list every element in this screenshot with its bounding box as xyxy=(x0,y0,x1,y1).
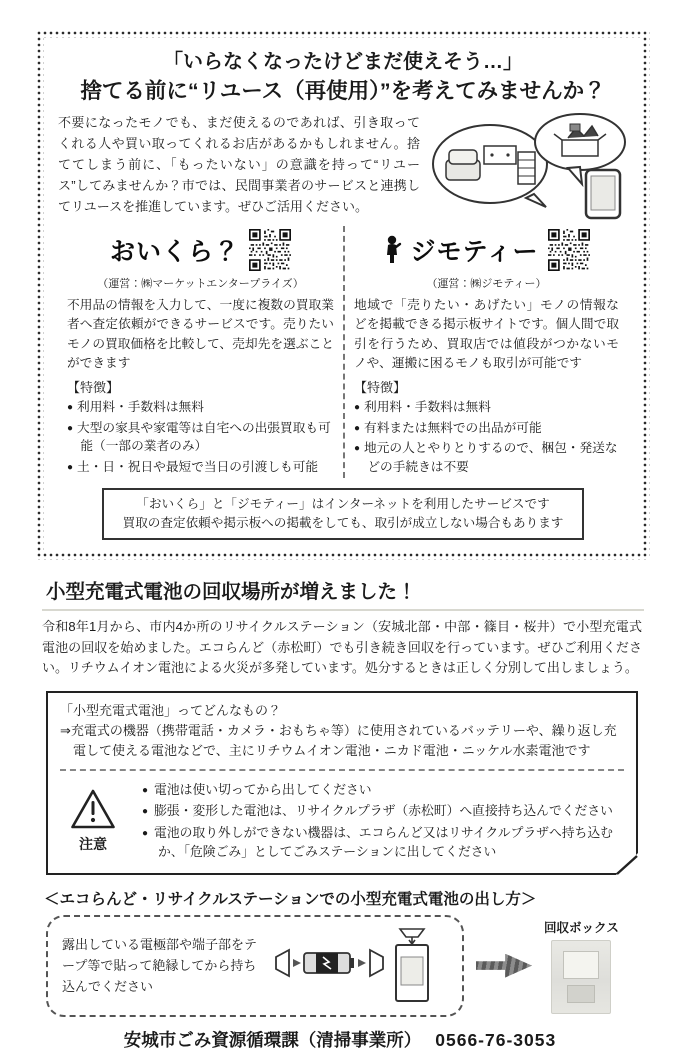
howto-row xyxy=(46,915,656,1017)
jimoty-features-label: 【特徴】 xyxy=(354,380,407,396)
disclaimer-line-1: 「おいくら」と「ジモティー」はインターネットを利用したサービスです xyxy=(136,497,550,512)
title-line-2: 捨てる前に“リユース（再使用）”を考えてみませんか？ xyxy=(80,79,606,103)
page-title xyxy=(58,48,628,106)
services-row xyxy=(58,226,628,478)
caution-item: ● 膨張・変形した電池は、リサイクルプラザ（赤松町）へ直接持ち込んでください xyxy=(142,801,624,820)
caution-list xyxy=(142,778,624,864)
jimoty-logo-row xyxy=(354,226,619,274)
oikura-description: 不用品の情報を入力して、一度に複数の買取業者へ査定依頼ができるサービスです。売りたいモノの買取価格を比較して、売却先を選ぶことができます xyxy=(67,298,334,370)
howto-instruction-box xyxy=(46,915,464,1017)
battery-section-heading: 小型充電式電池の回収場所が増えました！ xyxy=(42,574,644,611)
feature-item: ● 土・日・祝日や最短で当日の引渡しも可能 xyxy=(67,458,334,477)
feature-item: ● 大型の家具や家電等は自宅への出張買取も可能（一部の業者のみ） xyxy=(67,419,334,456)
folded-corner xyxy=(616,853,638,875)
service-oikura xyxy=(58,226,343,478)
reuse-illustration xyxy=(430,112,628,220)
disclaimer-line-2: 買取の査定依頼や掲示板への掲載をしても、取引が成立しない場合もあります xyxy=(122,516,564,531)
feature-item: ● 利用料・手数料は無料 xyxy=(354,398,619,417)
howto-heading: ＜エコらんど・リサイクルステーションでの小型充電式電池の出し方＞ xyxy=(44,890,537,908)
oikura-operator: （運営：㈱マーケットエンタープライズ） xyxy=(97,278,304,291)
reuse-section-frame xyxy=(36,30,650,560)
battery-intro-paragraph: 令和8年1月から、市内4か所のリサイクルステーション（安城北部・中部・篠目・桜井）で小型充電式電池の回収を始めました。エコらんど（赤松町）でも引き続き回収を行っています。ぜひご利用ください。リチウムイオン電池による火災が多発しています。処分するときは正しく分別して出しましょう。 xyxy=(42,618,642,676)
footer-department: 安城市ごみ資源循環課（清掃事業所） xyxy=(123,1029,422,1050)
jimoty-features-list xyxy=(354,398,619,476)
jimoty-description: 地域で「売りたい・あげたい」モノの情報などを掲載できる掲示板サイトです。個人間で取引を行うため、買取店では値段がつかないモノや、運搬に困るモノも取引が可能です xyxy=(354,298,619,370)
caution-item: ● 電池は使い切ってから出してください xyxy=(142,780,624,799)
feature-item: ● 利用料・手数料は無料 xyxy=(67,398,334,417)
caution-row xyxy=(60,778,624,864)
collection-box-label: 回収ボックス xyxy=(544,920,619,935)
disclaimer-box xyxy=(102,488,584,540)
intro-paragraph: 不要になったモノでも、まだ使えるのであれば、引き取ってくれる人や買い取ってくれるお店があるかもしれません。捨ててしまう前に、「もったいない」の意識を持って“リユース”してみませんか？市では、民間事業者のサービスと連携してリユースを推進しています。ぜひご活用ください。 xyxy=(58,115,420,215)
service-jimoty xyxy=(343,226,628,478)
arrow-right-icon xyxy=(476,954,532,978)
title-line-1: 「いらなくなったけどまだ使えそう…」 xyxy=(163,51,523,73)
caution-label: 注意 xyxy=(79,835,107,852)
caution-item: ● 電池の取り外しができない機器は、エコらんど又はリサイクルプラザへ持ち込むか、「危険ごみ」としてごみステーションに出してください xyxy=(142,823,624,862)
oikura-qr-code-icon xyxy=(249,229,291,271)
caution-icon-col xyxy=(60,788,126,854)
jimoty-operator: （運営：㈱ジモティー） xyxy=(426,278,547,291)
warning-triangle-icon xyxy=(70,788,116,830)
howto-instruction: 露出している電極部や端子部をテープ等で貼って絶縁してから持ち込んでください xyxy=(62,937,258,995)
oikura-logo: おいくら？ xyxy=(109,238,240,267)
flyer-page xyxy=(0,30,680,1050)
oikura-features-label: 【特徴】 xyxy=(67,380,120,396)
jimoty-logo: ジモティー xyxy=(410,238,539,267)
footer-phone: 0566-76-3053 xyxy=(435,1029,557,1050)
battery-taping-illustration xyxy=(274,927,436,1005)
jimoty-qr-code-icon xyxy=(548,229,590,271)
oikura-logo-row xyxy=(67,226,334,274)
feature-item: ● 有料または無料での出品が可能 xyxy=(354,419,619,438)
intro-row xyxy=(58,112,628,220)
reuse-section xyxy=(44,38,642,552)
oikura-features-list xyxy=(67,398,334,476)
qa-divider xyxy=(60,769,624,771)
feature-item: ● 地元の人とやりとりするので、梱包・発送などの手続きは不要 xyxy=(354,439,619,476)
battery-section xyxy=(0,574,680,1052)
qa-answer: ⇒充電式の機器（携帯電話・カメラ・おもちゃ等）に使用されているバッテリーや、繰り返し充電して使える電池などで、主にリチウムイオン電池・ニカド電池・ニッケル水素電池です xyxy=(60,722,617,758)
collection-box xyxy=(544,918,619,1014)
footer-contact xyxy=(0,1027,680,1052)
jimoty-mascot-icon xyxy=(383,235,401,265)
qa-question: 「小型充電式電池」ってどんなもの？ xyxy=(60,702,282,718)
battery-qa-box xyxy=(46,691,638,875)
collection-box-photo xyxy=(551,940,611,1014)
